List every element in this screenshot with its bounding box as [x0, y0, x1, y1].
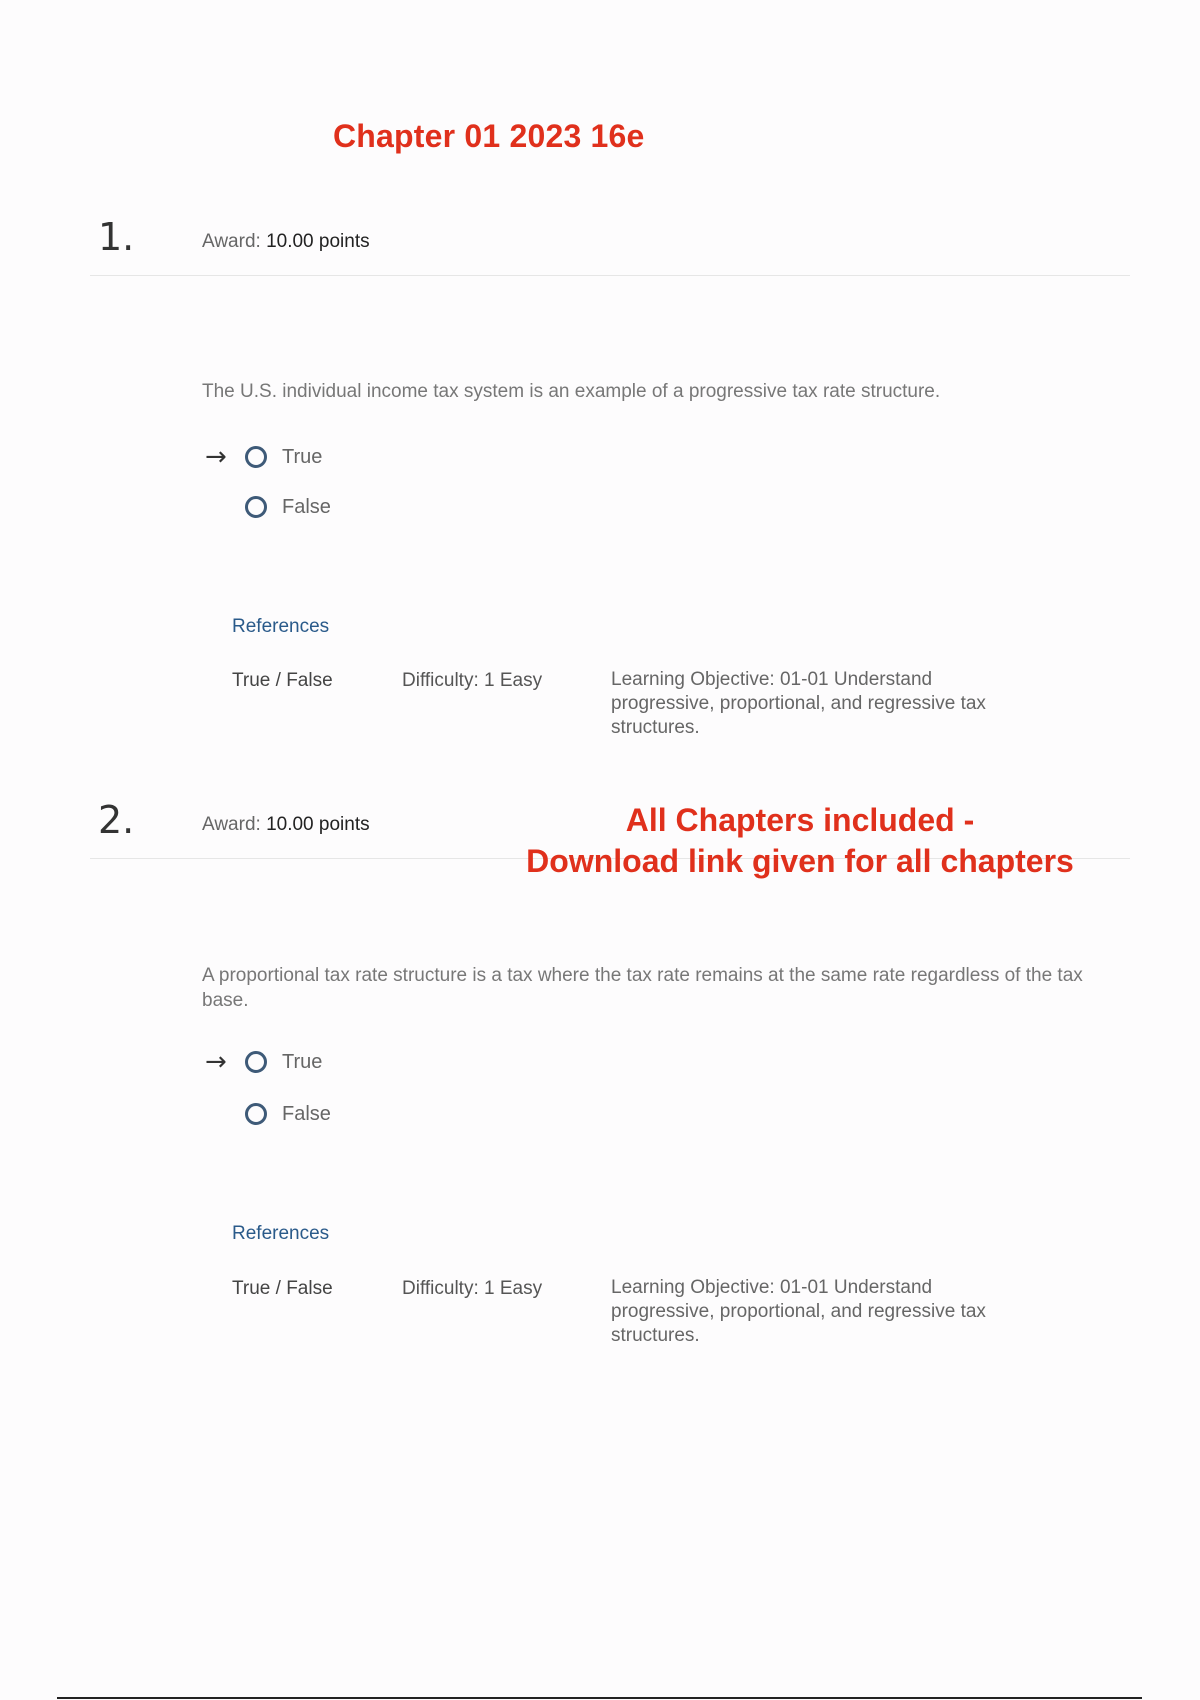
award-label: Award: — [202, 814, 261, 835]
question-2-ref-type: True / False — [232, 1278, 333, 1299]
question-2-ref-difficulty: Difficulty: 1 Easy — [402, 1278, 543, 1299]
question-1-award — [202, 231, 370, 253]
option-label: True — [282, 1050, 323, 1073]
question-1-text: The U.S. individual income tax system is an example of a progressive tax rate structure. — [202, 381, 941, 402]
question-1-number: 1. — [98, 215, 135, 259]
question-2-references-label[interactable]: References — [232, 1223, 330, 1244]
radio-circle-icon[interactable] — [245, 496, 267, 518]
question-2-ref-learning-objective: Learning Objective: 01-01 Understand progressive, proportional, and regressive tax structures. — [611, 1277, 986, 1346]
question-1-ref-difficulty: Difficulty: 1 Easy — [402, 670, 543, 691]
radio-circle-icon[interactable] — [245, 1103, 267, 1125]
promo-line-1: All Chapters included - — [625, 802, 975, 838]
question-2-award — [202, 814, 370, 836]
chapter-title: Chapter 01 2023 16e — [333, 118, 645, 154]
option-label: True — [282, 445, 323, 468]
question-2-option-true[interactable] — [205, 1046, 322, 1078]
radio-circle-icon[interactable] — [245, 446, 267, 468]
question-2-option-false[interactable] — [205, 1098, 331, 1130]
question-2-number: 2. — [98, 798, 135, 842]
promo-line-2: Download link given for all chapters — [526, 843, 1074, 879]
award-value: 10.00 points — [266, 814, 370, 835]
award-label: Award: — [202, 231, 261, 252]
option-label: False — [282, 1102, 331, 1125]
promo-banner — [510, 800, 1090, 882]
question-1-ref-learning-objective: Learning Objective: 01-01 Understand progressive, proportional, and regressive tax structures. — [611, 669, 986, 738]
question-1-divider — [90, 275, 1130, 276]
radio-circle-icon[interactable] — [245, 1051, 267, 1073]
arrow-right-icon: → — [205, 1047, 227, 1077]
question-1-option-true[interactable] — [205, 441, 322, 473]
question-1-references-label[interactable]: References — [232, 616, 330, 637]
option-label: False — [282, 495, 331, 518]
question-1-ref-type: True / False — [232, 670, 333, 691]
page-bottom-rule — [57, 1697, 1142, 1699]
question-1-option-false[interactable] — [205, 491, 331, 523]
question-2-text: A proportional tax rate structure is a tax where the tax rate remains at the same rate regardless of the tax base. — [202, 965, 1083, 1011]
arrow-right-icon: → — [205, 442, 227, 472]
award-value: 10.00 points — [266, 231, 370, 252]
